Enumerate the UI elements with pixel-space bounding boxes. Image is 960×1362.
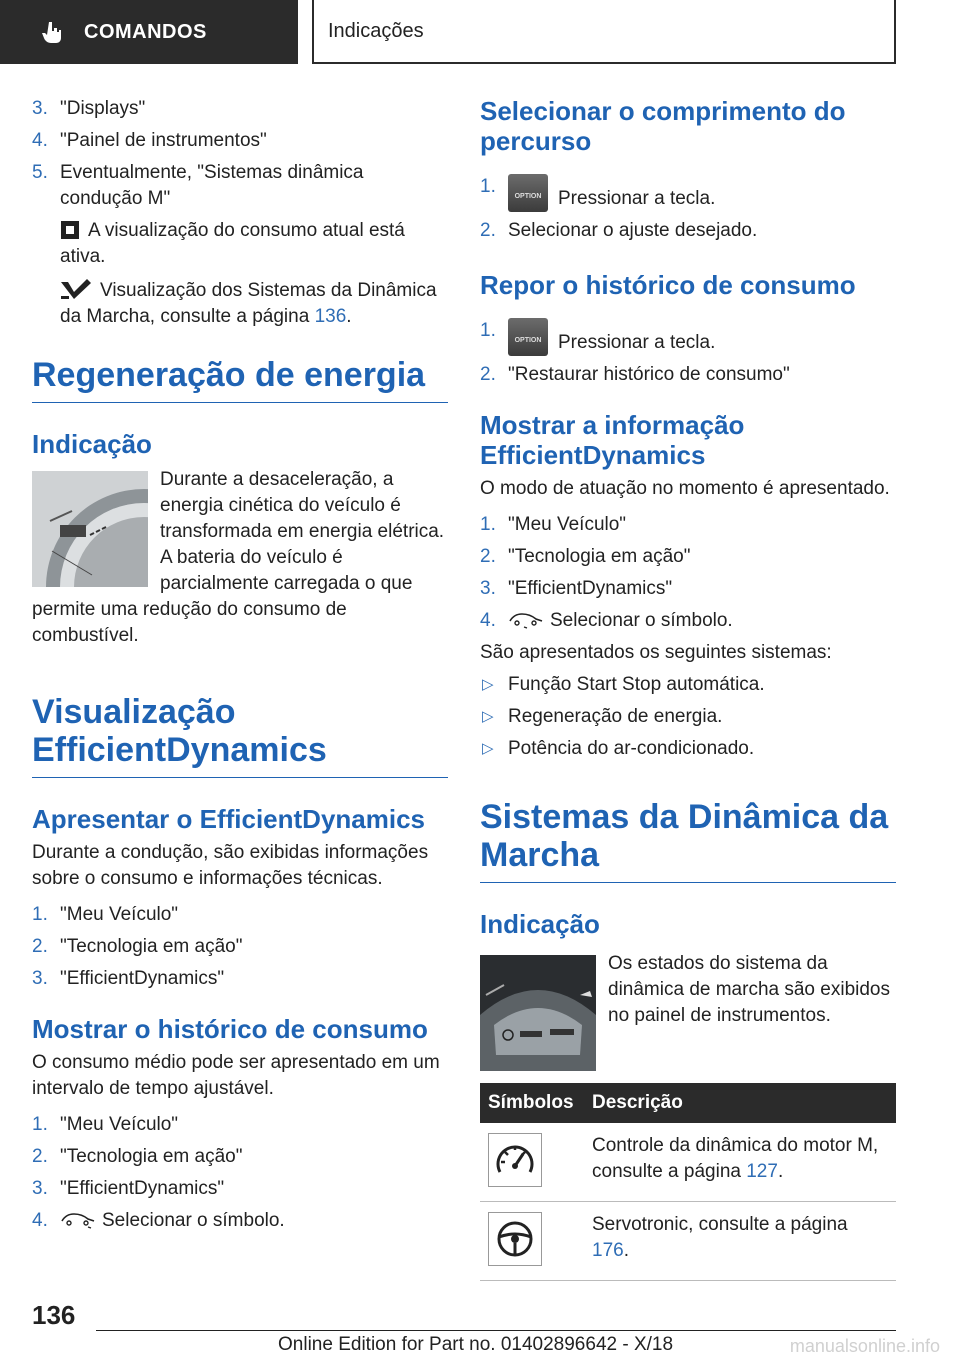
column-symbols: Símbolos [480,1083,584,1123]
history-text: O consumo médio pode ser apresentado em um intervalo de tempo ajustável. [32,1052,440,1099]
list-item: 2. "Restaurar histórico de consumo" [480,364,790,385]
systems-list [480,672,896,762]
footer-divider [96,1330,896,1331]
heading-reset-history: Repor o histórico de consumo [480,270,856,300]
list-item: 2. "Tecnologia em ação" [32,1146,243,1167]
checkbox-filled-icon [60,220,80,240]
list-item: 5. Eventualmente, "Sistemas dinâmica condução M" [32,162,364,209]
list-item: ▷ Regeneração de energia. [480,704,896,730]
heading-indication-2: Indicação [480,909,600,939]
list-item: 4. "Painel de instrumentos" [32,130,267,151]
symbols-table [480,1083,896,1281]
table-row: Controle da dinâmica do motor M, consulte a página 127. [480,1123,896,1202]
table-row: Servotronic, consulte a página 176. [480,1202,896,1281]
steps-history [32,1112,448,1234]
heading-consumption-history: Mostrar o histórico de consumo [32,1014,428,1044]
heading-present-ed: Apresentar o EfficientDynamics [32,804,426,834]
regeneration-display-image [32,471,148,587]
page-number: 136 [32,1300,76,1330]
dynamics-section [480,951,896,1071]
section-title: COMANDOS [84,20,207,43]
steps-present [32,902,448,992]
list-item: 1. OPTION Pressionar a tecla. [480,174,896,212]
list-item: 2. Selecionar o ajuste desejado. [480,220,758,241]
present-text: Durante a condução, são exibidas informações sobre o consumo e informações técnicas. [32,842,429,889]
list-item: 3. "EfficientDynamics" [480,578,673,599]
list-item: 1. OPTION Pressionar a tecla. [480,318,896,356]
steps-reset-history [480,318,896,388]
option-key-icon: OPTION [508,318,548,356]
list-item: ▷ Potência do ar-condicionado. [480,736,896,762]
regen-text: Durante a desaceleração, a energia cinética do veículo é transformada em energia elétrica. A bateria do veículo é parcialmente carregada o que permite uma redução do consumo de combustível. [32,469,445,646]
car-symbol-icon [60,1211,96,1229]
systems-intro: São apresentados os seguintes sistemas: [480,642,832,663]
list-item: 4. Selecionar o símbolo. [480,610,733,631]
chapter-title: Indicações [328,19,424,42]
left-column [32,96,448,1240]
chapter-tab[interactable] [312,0,896,64]
driving-dynamics-display-image [480,955,596,1071]
steps-displays [32,96,448,212]
heading-indication: Indicação [32,429,152,459]
watermark: manualsonline.info [789,1336,940,1356]
gauge-icon [488,1133,542,1187]
heading-show-ed-info: Mostrar a informação EfficientDynamics [480,410,745,470]
steering-wheel-icon [488,1212,542,1266]
list-item: 1. "Meu Veículo" [32,904,179,925]
table-header [480,1083,896,1123]
heading-route-length: Selecionar o comprimento do percurso [480,96,846,156]
list-item: 3. "EfficientDynamics" [32,1178,225,1199]
steps-route-length [480,174,896,244]
triangle-bullet-icon: ▷ [482,740,494,757]
page-header [0,0,960,66]
triangle-bullet-icon: ▷ [482,676,494,693]
heading-driving-dynamics: Sistemas da Dinâmica da Marcha [480,798,896,883]
checkmark-icon [60,278,92,300]
page-link[interactable]: 176 [592,1240,624,1261]
heading-regeneration: Regeneração de energia [32,356,448,403]
right-column [480,96,896,1281]
regen-section [32,467,448,649]
list-item: 1. "Meu Veículo" [480,514,627,535]
heading-efficientdynamics: Visualização EfficientDynamics [32,693,448,778]
option-key-icon: OPTION [508,174,548,212]
dynamics-text: Os estados do sistema da dinâmica de marcha são exibidos no painel de instrumentos. [608,953,890,1026]
list-item: 2. "Tecnologia em ação" [480,546,691,567]
list-item: 3. "Displays" [32,98,146,119]
list-item: 1. "Meu Veículo" [32,1114,179,1135]
triangle-bullet-icon: ▷ [482,708,494,725]
list-item: 3. "EfficientDynamics" [32,968,225,989]
hand-pointer-icon [40,20,64,44]
steps-ed-info [480,512,896,634]
footer-edition: Online Edition for Part no. 01402896642 - X/18 [278,1334,674,1355]
list-item: ▷ Função Start Stop automática. [480,672,896,698]
list-item: 4. Selecionar o símbolo. [32,1210,285,1231]
page-link[interactable]: 127 [746,1161,778,1182]
info-text: O modo de atuação no momento é apresentado. [480,478,890,499]
car-symbol-icon [508,611,544,629]
page-link[interactable]: 136 [314,306,347,327]
note-consumption: A visualização do consumo atual está ativa. [60,220,405,267]
section-tab[interactable] [0,0,298,64]
note-driving-dynamics: Visualização dos Sistemas da Dinâmica da Marcha, consulte a página 136. [60,280,437,327]
list-item: 2. "Tecnologia em ação" [32,936,243,957]
column-description: Descrição [584,1083,896,1123]
